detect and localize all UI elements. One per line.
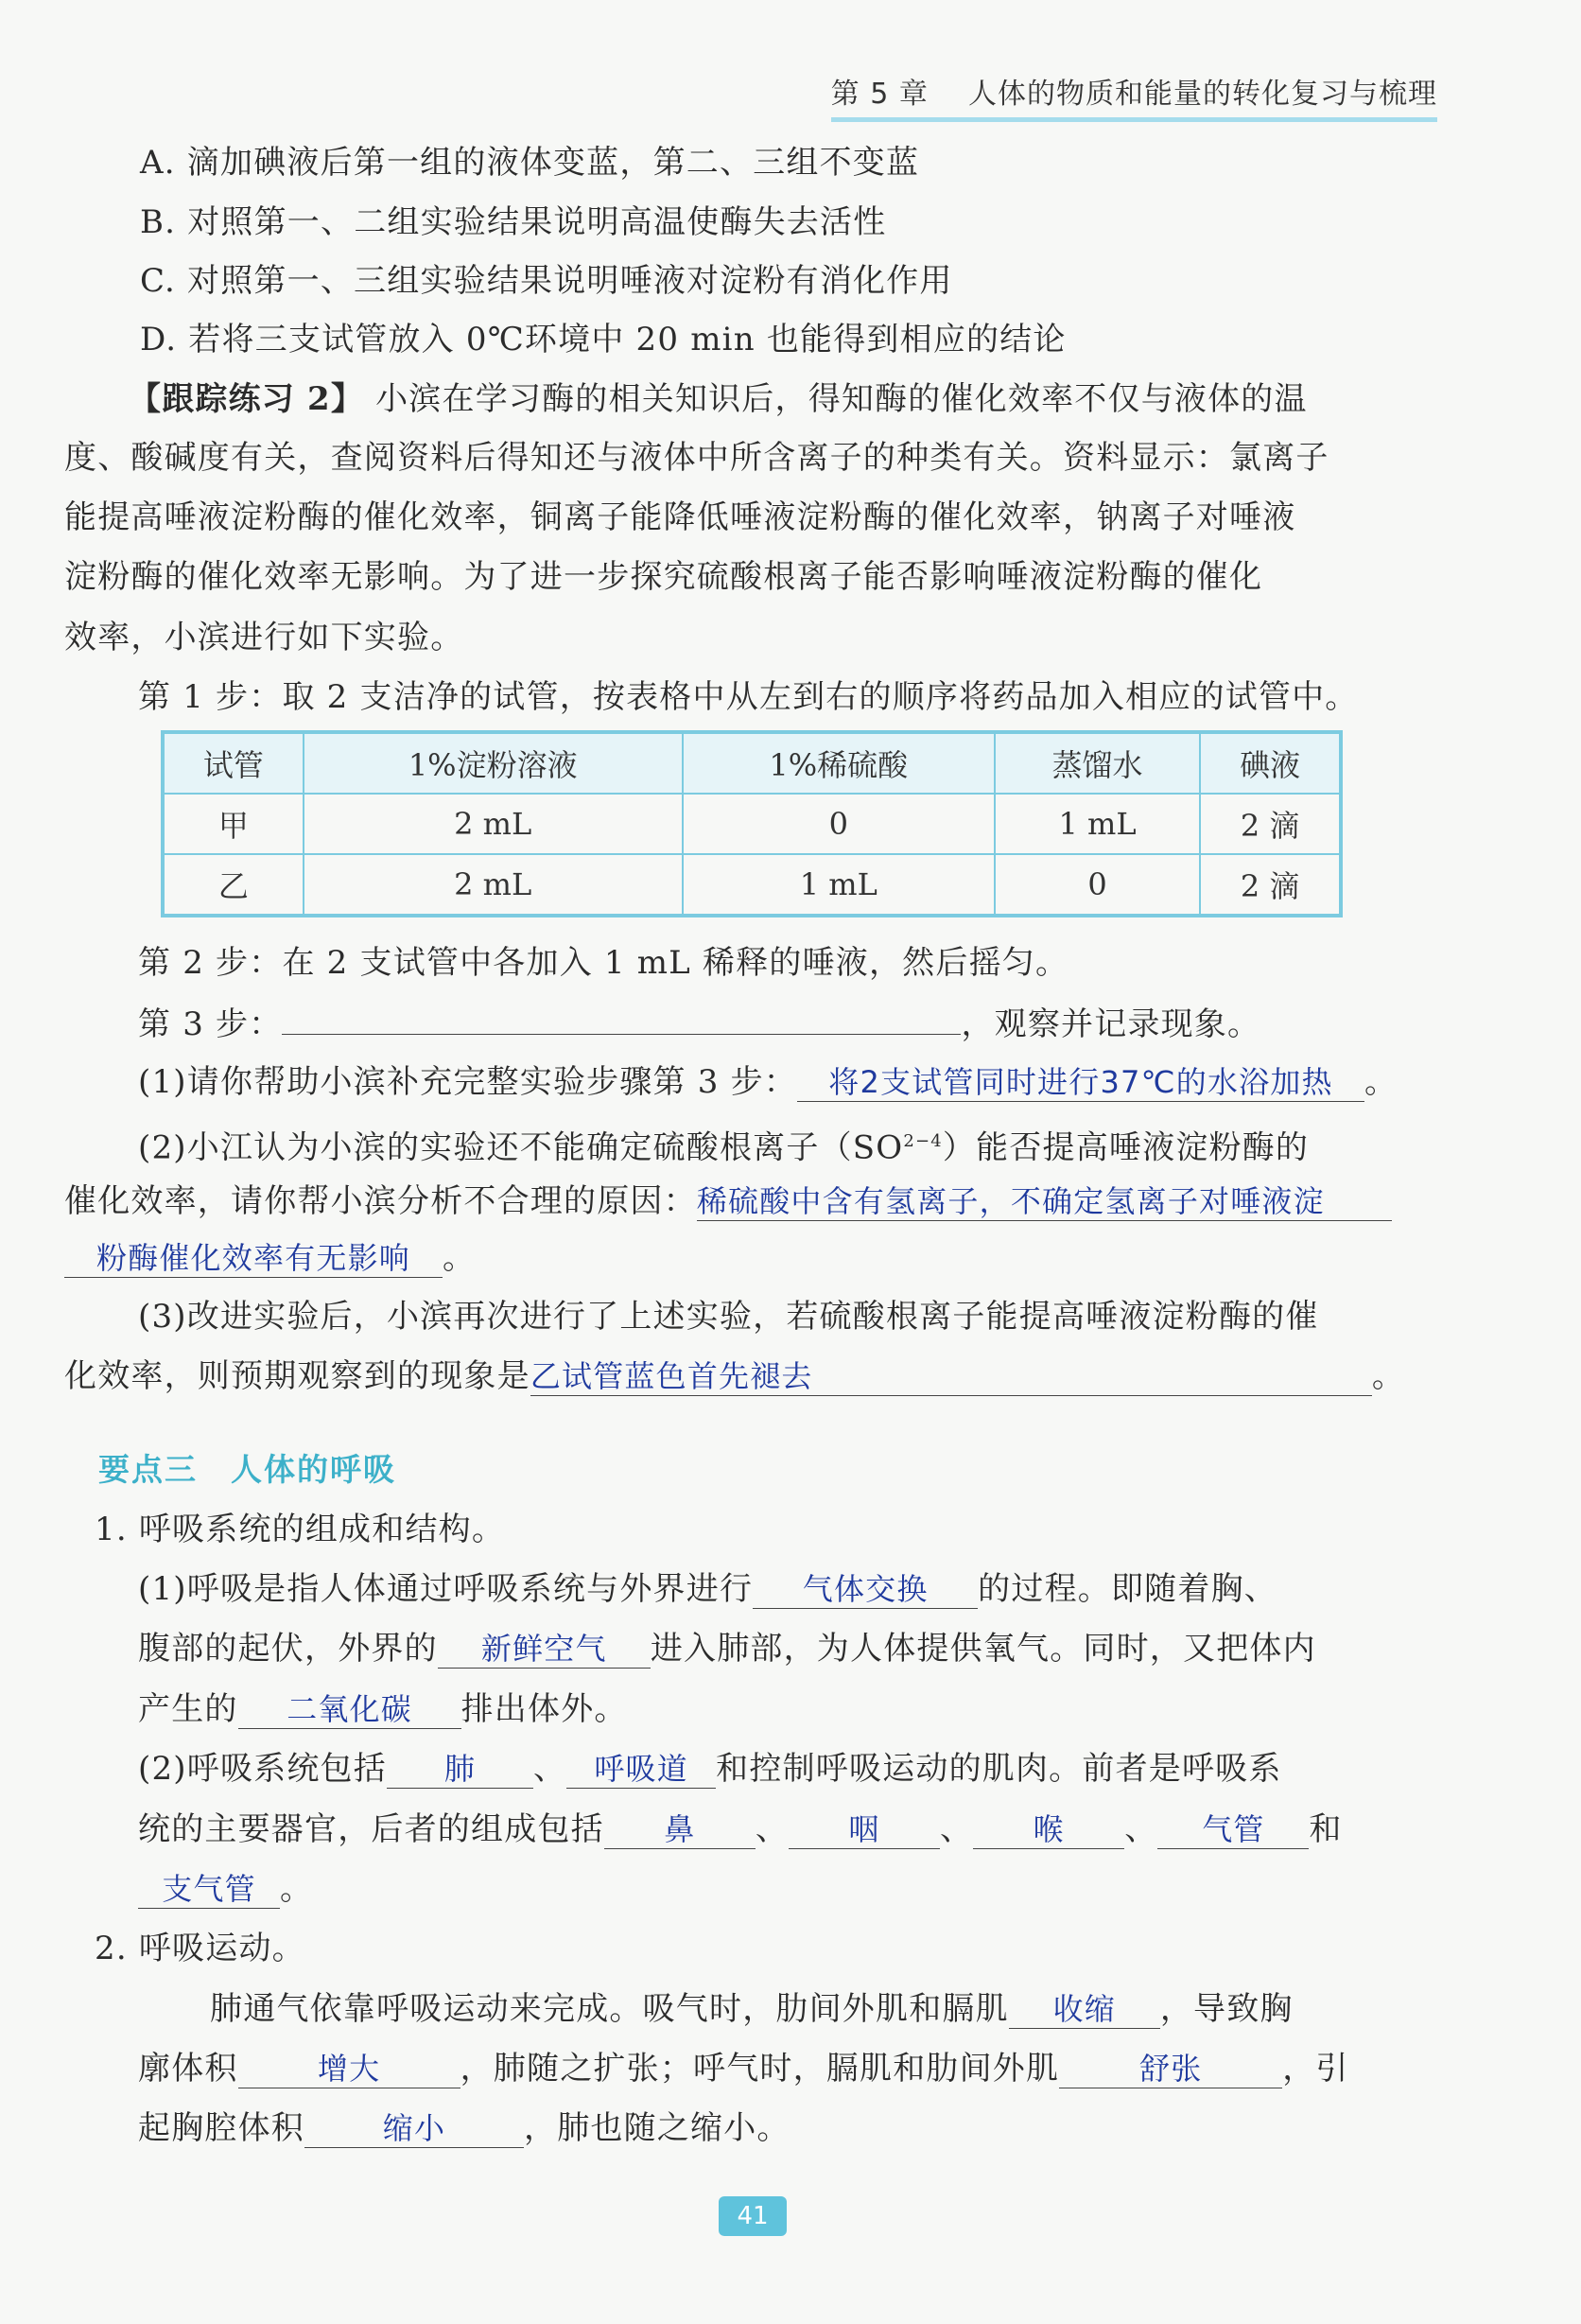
- question-1-answer: 将2支试管同时进行37℃的水浴加热: [797, 1063, 1364, 1102]
- text: 腹部的起伏，外界的: [138, 1630, 438, 1668]
- table-header: 碘液: [1200, 732, 1341, 794]
- section-title: 要点三 人体的呼吸: [98, 1451, 396, 1488]
- table-header: 1%稀硫酸: [683, 732, 995, 794]
- question-3-line-1: (3)改进实验后，小滨再次进行了上述实验，若硫酸根离子能提高唾液淀粉酶的催: [138, 1298, 1319, 1336]
- question-3-line-2: [64, 1355, 1405, 1397]
- respiration-line-2: [138, 1628, 1316, 1669]
- exercise-line-2: 度、酸碱度有关，查阅资料后得知还与液体中所含离子的种类有关。资料显示：氯离子: [64, 439, 1329, 477]
- period: 。: [280, 1870, 314, 1908]
- page-number: 41: [719, 2196, 787, 2236]
- table-row: [163, 854, 1341, 916]
- table-cell: 2 mL: [304, 854, 683, 916]
- question-2-text-1: (2)小江认为小滨的实验还不能确定硫酸根离子（SO: [138, 1128, 904, 1167]
- step-3: [138, 1002, 1260, 1045]
- text: 排出体外。: [460, 1690, 628, 1728]
- question-1-text: (1)请你帮助小滨补充完整实验步骤第 3 步：: [138, 1063, 798, 1101]
- question-2-text-2: ）能否提高唾液淀粉酶的: [942, 1128, 1310, 1167]
- text: ，引: [1282, 2050, 1349, 2088]
- respiration-line-3: [138, 1688, 628, 1730]
- respiration-line-6: [138, 1868, 313, 1910]
- answer-co2: 二氧化碳: [238, 1690, 461, 1729]
- answer-relax: 舒张: [1059, 2050, 1282, 2088]
- chapter-number: 第 5 章: [830, 78, 929, 111]
- answer-respiratory-tract: 呼吸道: [566, 1750, 716, 1789]
- step-1: 第 1 步：取 2 支洁净的试管，按表格中从左到右的顺序将药品加入相应的试管中。: [138, 678, 1359, 716]
- text: 和: [1309, 1810, 1343, 1848]
- answer-pharynx: 咽: [789, 1810, 940, 1849]
- question-3-answer: 乙试管蓝色首先褪去: [530, 1357, 1372, 1396]
- answer-bronchi: 支气管: [138, 1870, 280, 1909]
- step-3-blank: [282, 1002, 961, 1035]
- respiration-line-1: [138, 1568, 1277, 1610]
- question-1: [138, 1061, 1398, 1103]
- question-2-line-2: [64, 1180, 1392, 1222]
- answer-gas-exchange: 气体交换: [753, 1570, 978, 1609]
- separator: 、: [940, 1810, 974, 1848]
- question-2-answer-1: 稀硫酸中含有氢离子，不确定氢离子对唾液淀: [697, 1182, 1392, 1221]
- table-cell: 2 滴: [1200, 854, 1341, 916]
- step-2: 第 2 步：在 2 支试管中各加入 1 mL 稀释的唾液，然后摇匀。: [138, 944, 1069, 982]
- table-cell: 2 滴: [1200, 794, 1341, 854]
- exercise-line-3: 能提高唾液淀粉酶的催化效率，铜离子能降低唾液淀粉酶的催化效率，钠离子对唾液: [64, 498, 1296, 536]
- question-2-line-1: [138, 1121, 1309, 1168]
- exercise-tag: 【跟踪练习 2】: [129, 380, 365, 418]
- question-3-text: 化效率，则预期观察到的现象是: [64, 1357, 530, 1395]
- table-cell: 0: [995, 854, 1200, 916]
- exercise-line-5: 效率，小滨进行如下实验。: [64, 619, 464, 656]
- separator: 、: [532, 1750, 567, 1788]
- text: 的过程。即随着胸、: [978, 1570, 1277, 1608]
- table-header-row: [163, 732, 1341, 794]
- experiment-table: [161, 730, 1343, 917]
- section-heading-2: 2. 呼吸运动。: [95, 1930, 305, 1967]
- separator: 、: [1124, 1810, 1158, 1848]
- table-cell: 乙: [163, 854, 304, 916]
- answer-nose: 鼻: [604, 1810, 756, 1849]
- answer-larynx: 喉: [973, 1810, 1124, 1849]
- period: 。: [1364, 1063, 1399, 1101]
- exercise-text-1: 小滨在学习酶的相关知识后，得知酶的催化效率不仅与液体的温: [375, 380, 1308, 418]
- answer-decrease: 缩小: [304, 2109, 524, 2148]
- text: 和控制呼吸运动的肌肉。前者是呼吸系: [716, 1750, 1282, 1788]
- option-b: B. 对照第一、二组实验结果说明高温使酶失去活性: [140, 203, 887, 241]
- table-cell: 1 mL: [683, 854, 995, 916]
- text: ，肺随之扩张；呼气时，膈肌和肋间外肌: [460, 2050, 1060, 2088]
- chapter-title: 人体的物质和能量的转化复习与梳理: [968, 78, 1437, 111]
- table-cell: 1 mL: [995, 794, 1200, 854]
- text: 统的主要器官，后者的组成包括: [138, 1810, 604, 1848]
- exercise-line-4: 淀粉酶的催化效率无影响。为了进一步探究硫酸根离子能否影响唾液淀粉酶的催化: [64, 558, 1263, 596]
- text: (1)呼吸是指人体通过呼吸系统与外界进行: [138, 1570, 754, 1608]
- text: 肺通气依靠呼吸运动来完成。吸气时，肋间外肌和膈肌: [210, 1990, 1009, 2028]
- respiration-line-4: [138, 1748, 1282, 1790]
- text: 产生的: [138, 1690, 238, 1728]
- question-2-answer-2: 粉酶催化效率有无影响: [64, 1239, 443, 1278]
- answer-lung: 肺: [387, 1750, 533, 1789]
- answer-increase: 增大: [238, 2050, 460, 2088]
- period: 。: [1371, 1357, 1406, 1395]
- text: 进入肺部，为人体提供氧气。同时，又把体内: [650, 1630, 1316, 1668]
- option-a: A. 滴加碘液后第一组的液体变蓝，第二、三组不变蓝: [140, 144, 920, 182]
- movement-line-2: [138, 2048, 1349, 2089]
- answer-trachea: 气管: [1157, 1810, 1309, 1849]
- respiration-line-5: [138, 1809, 1343, 1850]
- text: (2)呼吸系统包括: [138, 1750, 387, 1788]
- section-heading-1: 1. 呼吸系统的组成和结构。: [95, 1511, 506, 1548]
- table-header: 蒸馏水: [995, 732, 1200, 794]
- answer-fresh-air: 新鲜空气: [438, 1630, 651, 1669]
- sulfate-charge: 2−4: [903, 1131, 943, 1151]
- separator: 、: [755, 1810, 790, 1848]
- table-cell: 甲: [163, 794, 304, 854]
- question-2-text-3: 催化效率，请你帮小滨分析不合理的原因：: [64, 1182, 697, 1220]
- answer-contract: 收缩: [1009, 1990, 1160, 2029]
- table-header: 1%淀粉溶液: [304, 732, 683, 794]
- exercise-line-1: [129, 378, 1308, 420]
- chapter-header: [831, 70, 1437, 122]
- option-c: C. 对照第一、三组实验结果说明唾液对淀粉有消化作用: [140, 262, 953, 300]
- step-3-suffix: ，观察并记录现象。: [961, 1005, 1261, 1043]
- text: 廓体积: [138, 2050, 238, 2088]
- question-2-line-3: [64, 1237, 476, 1279]
- table-cell: 0: [683, 794, 995, 854]
- text: 起胸腔体积: [138, 2109, 304, 2147]
- step-3-label: 第 3 步：: [138, 1005, 283, 1043]
- movement-line-3: [138, 2107, 790, 2149]
- table-cell: 2 mL: [304, 794, 683, 854]
- table-row: [163, 794, 1341, 854]
- option-d: D. 若将三支试管放入 0℃环境中 20 min 也能得到相应的结论: [140, 321, 1067, 358]
- text: ，肺也随之缩小。: [524, 2109, 790, 2147]
- text: ，导致胸: [1159, 1990, 1294, 2028]
- movement-line-1: [210, 1988, 1294, 2030]
- period: 。: [443, 1239, 477, 1277]
- table-header: 试管: [163, 732, 304, 794]
